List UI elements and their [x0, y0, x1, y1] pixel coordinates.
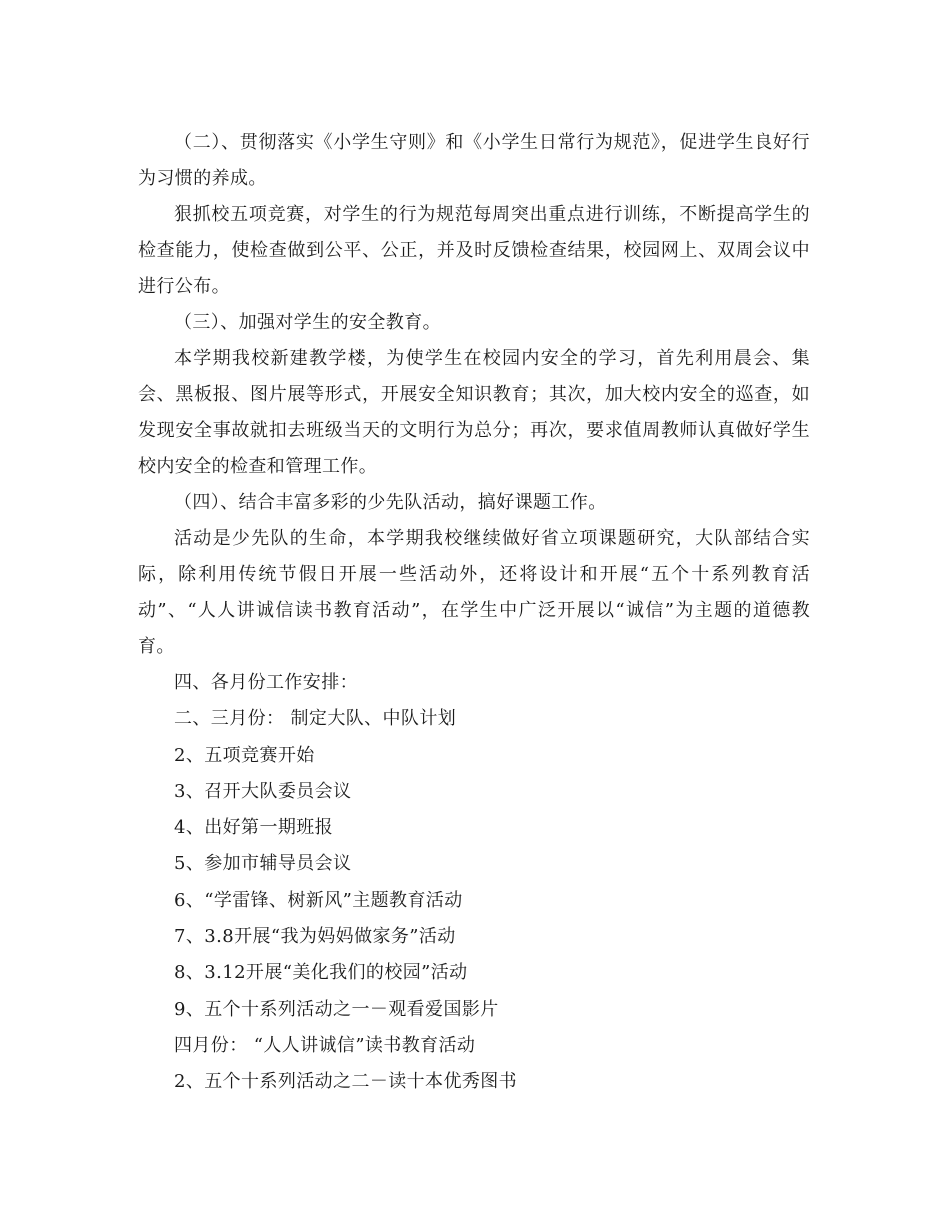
schedule-item: 2、五个十系列活动之二－读十本优秀图书 [174, 1071, 518, 1093]
paragraph-activities: 活动是少先队的生命，本学期我校继续做好省立项课题研究，大队部结合实际，除利用传统节假日开展一些活动外，还将设计和开展“五个十系列教育活动”、“人人讲诚信读书教育活动”，在学生中广泛开展以“诚信”为主题的道德教育。 [138, 528, 810, 657]
schedule-item: 5、参加市辅导员会议 [174, 853, 352, 875]
paragraph-safety: 本学期我校新建教学楼，为使学生在校园内安全的学习，首先利用晨会、集会、黑板报、图片展等形式，开展安全知识教育；其次，加大校内安全的巡查，如发现安全事故就扣去班级当天的文明行为总分；再次，要求值周教师认真做好学生校内安全的检查和管理工作。 [138, 348, 810, 477]
section-heading-2: （二）、贯彻落实《小学生守则》和《小学生日常行为规范》，促进学生良好行为习惯的养成。 [138, 132, 810, 189]
schedule-item: 8、3.12开展“美化我们的校园”活动 [174, 962, 468, 984]
section-heading-4: （四）、结合丰富多彩的少先队活动，搞好课题工作。 [174, 492, 607, 513]
schedule-item: 2、五项竞赛开始 [174, 744, 315, 766]
schedule-item: 四月份： “人人讲诚信”读书教育活动 [174, 1034, 476, 1056]
paragraph-competition: 狠抓校五项竞赛，对学生的行为规范每周突出重点进行训练，不断提高学生的检查能力，使检查做到公平、公正，并及时反馈检查结果，校园网上、双周会议中进行公布。 [138, 204, 810, 297]
section-heading-3: （三）、加强对学生的安全教育。 [174, 312, 441, 333]
schedule-item: 二、三月份： 制定大队、中队计划 [174, 708, 457, 730]
schedule-item: 6、“学雷锋、树新风”主题教育活动 [174, 889, 463, 911]
document-body [138, 125, 810, 1101]
schedule-item: 3、召开大队委员会议 [174, 780, 352, 802]
schedule-item: 7、3.8开展“我为妈妈做家务”活动 [174, 926, 456, 948]
schedule-item: 9、五个十系列活动之一－观看爱国影片 [174, 998, 499, 1020]
schedule-heading: 四、各月份工作安排： [174, 672, 358, 693]
schedule-item: 4、出好第一期班报 [174, 817, 334, 839]
